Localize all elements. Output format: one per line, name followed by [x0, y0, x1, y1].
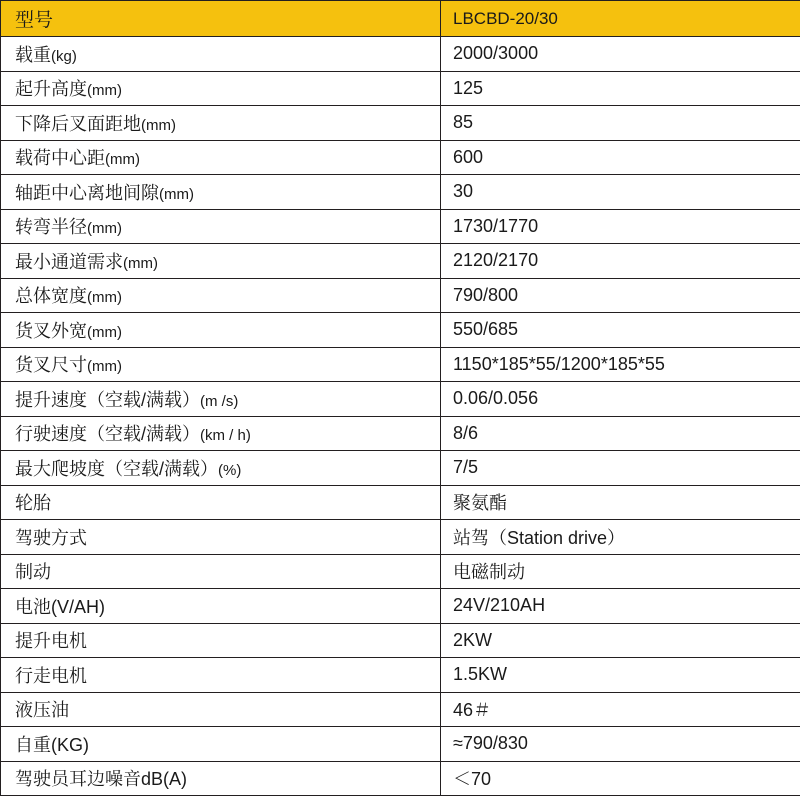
row-label-text: 行驶速度（空载/满载） [15, 424, 200, 444]
row-label-text: 总体宽度 [15, 286, 87, 306]
row-label-cell [1, 278, 441, 313]
row-label-text: 自重(KG) [15, 735, 89, 755]
table-row [1, 520, 800, 555]
row-label-cell [1, 37, 441, 72]
row-value-cell: ＜70 [441, 761, 800, 796]
row-unit-text: (mm) [159, 186, 194, 203]
row-label-cell [1, 416, 441, 451]
table-row [1, 140, 800, 175]
row-label-cell [1, 382, 441, 417]
row-value-cell: 1730/1770 [441, 209, 800, 244]
table-row [1, 554, 800, 589]
table-header-row [1, 1, 800, 37]
row-label-text: 转弯半径 [15, 217, 87, 237]
row-unit-text: (%) [218, 462, 241, 479]
table-row [1, 106, 800, 141]
row-label-cell [1, 623, 441, 658]
row-value-cell: 2000/3000 [441, 37, 800, 72]
row-value-cell: 24V/210AH [441, 589, 800, 624]
table-row [1, 589, 800, 624]
row-label-cell [1, 554, 441, 589]
row-label-text: 行走电机 [15, 666, 87, 686]
row-label-cell [1, 761, 441, 796]
row-unit-text: (mm) [87, 358, 122, 375]
row-value-cell: 站驾（Station drive） [441, 520, 800, 555]
row-label-cell [1, 589, 441, 624]
row-unit-text: (kg) [51, 48, 77, 65]
row-unit-text: (mm) [87, 324, 122, 341]
row-label-cell [1, 140, 441, 175]
table-row [1, 485, 800, 520]
row-label-text: 轮胎 [15, 493, 51, 513]
row-label-text: 驾驶员耳边噪音dB(A) [15, 769, 187, 789]
row-label-text: 货叉尺寸 [15, 355, 87, 375]
row-label-cell [1, 244, 441, 279]
row-label-text: 下降后叉面距地 [15, 114, 141, 134]
row-label-cell [1, 347, 441, 382]
row-label-cell [1, 451, 441, 486]
table-row [1, 382, 800, 417]
row-label-cell [1, 520, 441, 555]
row-value-cell: 2120/2170 [441, 244, 800, 279]
row-label-cell [1, 692, 441, 727]
table-row [1, 416, 800, 451]
row-unit-text: (km / h) [200, 427, 251, 444]
table-row [1, 175, 800, 210]
row-label-text: 电池(V/AH) [15, 597, 105, 617]
row-value-cell: 2KW [441, 623, 800, 658]
row-label-text: 载荷中心距 [15, 148, 105, 168]
row-value-cell: 85 [441, 106, 800, 141]
row-label-cell [1, 313, 441, 348]
row-unit-text: (mm) [105, 151, 140, 168]
row-label-cell [1, 209, 441, 244]
table-row [1, 623, 800, 658]
row-value-cell: 30 [441, 175, 800, 210]
header-label-cell: 型号 [1, 1, 441, 37]
row-label-text: 制动 [15, 562, 51, 582]
row-value-cell: 8/6 [441, 416, 800, 451]
row-label-text: 载重 [15, 45, 51, 65]
row-unit-text: (mm) [87, 220, 122, 237]
row-unit-text: (m /s) [200, 393, 238, 410]
row-label-cell [1, 175, 441, 210]
row-value-cell: 0.06/0.056 [441, 382, 800, 417]
row-label-cell [1, 71, 441, 106]
table-row [1, 37, 800, 72]
table-row [1, 692, 800, 727]
table-row [1, 278, 800, 313]
row-label-cell [1, 727, 441, 762]
table-row [1, 451, 800, 486]
row-value-cell: 46＃ [441, 692, 800, 727]
row-value-cell: ≈790/830 [441, 727, 800, 762]
table-row [1, 658, 800, 693]
row-label-text: 驾驶方式 [15, 528, 87, 548]
row-unit-text: (mm) [123, 255, 158, 272]
row-label-text: 起升高度 [15, 79, 87, 99]
row-value-cell: 600 [441, 140, 800, 175]
row-label-cell [1, 658, 441, 693]
table-row [1, 71, 800, 106]
row-label-text: 最大爬坡度（空载/满载） [15, 459, 218, 479]
header-value-cell: LBCBD-20/30 [441, 1, 800, 37]
table-row [1, 347, 800, 382]
row-value-cell: 790/800 [441, 278, 800, 313]
row-value-cell: 1150*185*55/1200*185*55 [441, 347, 800, 382]
row-label-text: 货叉外宽 [15, 321, 87, 341]
row-unit-text: (mm) [87, 82, 122, 99]
table-row [1, 313, 800, 348]
row-label-cell [1, 485, 441, 520]
row-value-cell: 1.5KW [441, 658, 800, 693]
row-label-text: 最小通道需求 [15, 252, 123, 272]
row-value-cell: 电磁制动 [441, 554, 800, 589]
row-label-text: 轴距中心离地间隙 [15, 183, 159, 203]
row-label-cell [1, 106, 441, 141]
table-row [1, 244, 800, 279]
row-unit-text: (mm) [141, 117, 176, 134]
table-row [1, 727, 800, 762]
table-row [1, 209, 800, 244]
row-value-cell: 7/5 [441, 451, 800, 486]
row-value-cell: 聚氨酯 [441, 485, 800, 520]
row-value-cell: 550/685 [441, 313, 800, 348]
row-label-text: 液压油 [15, 700, 69, 720]
table-row [1, 761, 800, 796]
row-value-cell: 125 [441, 71, 800, 106]
row-label-text: 提升速度（空载/满载） [15, 390, 200, 410]
row-unit-text: (mm) [87, 289, 122, 306]
row-label-text: 提升电机 [15, 631, 87, 651]
